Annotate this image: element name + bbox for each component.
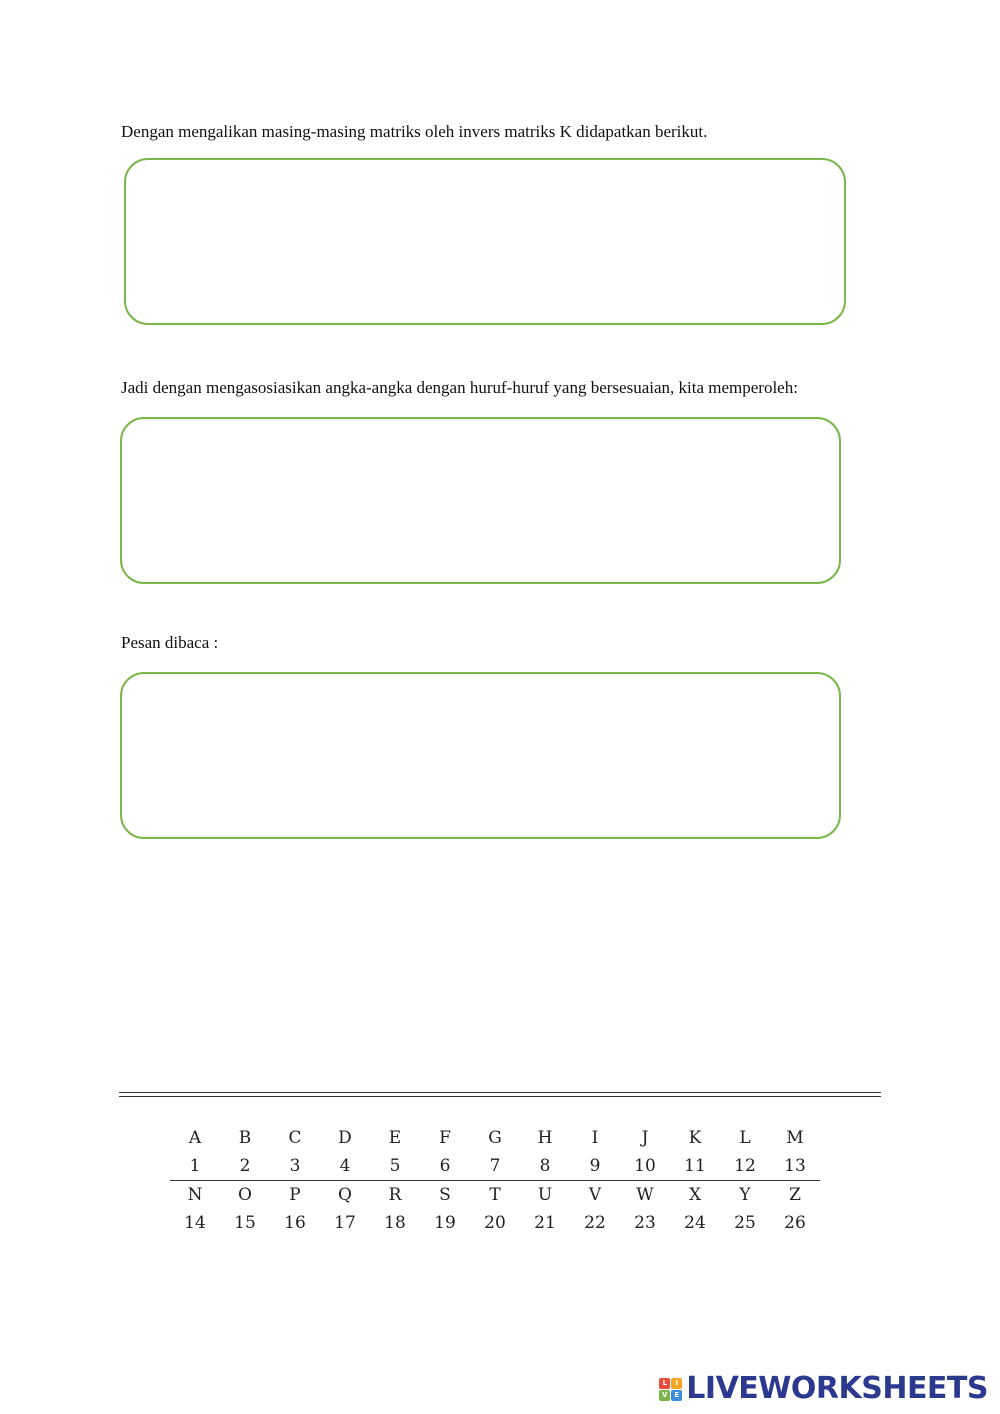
cipher-letter: X bbox=[670, 1181, 720, 1210]
cipher-number: 4 bbox=[339, 1156, 351, 1176]
cipher-letter: G bbox=[488, 1128, 502, 1148]
letter-number-cipher-table bbox=[170, 1124, 820, 1237]
cipher-letter: Z bbox=[770, 1181, 820, 1210]
cipher-number: 13 bbox=[784, 1156, 806, 1176]
cipher-letter: B bbox=[238, 1128, 252, 1148]
cipher-letter: U bbox=[520, 1181, 570, 1210]
cipher-number: 7 bbox=[489, 1156, 501, 1176]
cipher-number: 24 bbox=[684, 1213, 706, 1233]
instruction-multiply-inverse: Dengan mengalikan masing-masing matriks oleh invers matriks K didapatkan berikut. bbox=[121, 122, 708, 141]
cipher-letter: R bbox=[370, 1181, 420, 1210]
liveworksheets-logo-icon bbox=[659, 1378, 682, 1401]
cipher-number: 8 bbox=[539, 1156, 551, 1176]
cipher-number: 10 bbox=[634, 1156, 656, 1176]
answer-box-matrix-result[interactable] bbox=[124, 158, 846, 325]
answer-box-message[interactable] bbox=[120, 672, 841, 839]
cipher-letter: Q bbox=[320, 1181, 370, 1210]
cipher-number: 23 bbox=[634, 1213, 656, 1233]
cipher-row-letters-n-z bbox=[170, 1181, 820, 1210]
cipher-letter: A bbox=[188, 1128, 202, 1148]
cipher-letter: I bbox=[591, 1128, 599, 1148]
cipher-letter: C bbox=[288, 1128, 302, 1148]
logo-mark-tile: L bbox=[659, 1378, 670, 1389]
cipher-letter: O bbox=[220, 1181, 270, 1210]
cipher-number: 26 bbox=[784, 1213, 806, 1233]
cipher-letter: J bbox=[641, 1128, 649, 1148]
logo-mark-tile: E bbox=[671, 1390, 682, 1401]
liveworksheets-logo-text: LIVEWORKSHEETS bbox=[686, 1371, 988, 1406]
cipher-number: 18 bbox=[384, 1213, 406, 1233]
cipher-letter: S bbox=[420, 1181, 470, 1210]
cipher-letter: L bbox=[739, 1128, 751, 1148]
answer-input-matrix-result[interactable] bbox=[126, 160, 844, 323]
cipher-number: 16 bbox=[284, 1213, 306, 1233]
cipher-letter: V bbox=[570, 1181, 620, 1210]
divider-line-top bbox=[119, 1092, 881, 1093]
logo-mark-tile: I bbox=[671, 1378, 682, 1389]
cipher-number: 3 bbox=[289, 1156, 301, 1176]
answer-box-letters[interactable] bbox=[120, 417, 841, 584]
cipher-number: 22 bbox=[584, 1213, 606, 1233]
logo-mark-tile: V bbox=[659, 1390, 670, 1401]
cipher-letter: F bbox=[439, 1128, 451, 1148]
cipher-number: 11 bbox=[684, 1156, 706, 1176]
cipher-letter: H bbox=[537, 1128, 553, 1148]
cipher-number: 6 bbox=[439, 1156, 451, 1176]
cipher-number: 5 bbox=[389, 1156, 401, 1176]
cipher-letter: D bbox=[338, 1128, 352, 1148]
cipher-letter: P bbox=[270, 1181, 320, 1210]
instruction-associate-letters: Jadi dengan mengasosiasikan angka-angka dengan huruf-huruf yang bersesuaian, kita memperoleh: bbox=[121, 378, 798, 397]
instruction-message-read: Pesan dibaca : bbox=[121, 633, 219, 652]
liveworksheets-logo bbox=[659, 1372, 988, 1406]
cipher-number: 17 bbox=[334, 1213, 356, 1233]
cipher-number: 2 bbox=[239, 1156, 251, 1176]
cipher-row-numbers-1-13 bbox=[170, 1152, 820, 1181]
cipher-letter: W bbox=[620, 1181, 670, 1210]
answer-input-letters[interactable] bbox=[122, 419, 839, 582]
cipher-number: 15 bbox=[234, 1213, 256, 1233]
cipher-row-letters-a-m bbox=[170, 1124, 820, 1152]
cipher-letter: M bbox=[786, 1128, 804, 1148]
cipher-row-numbers-14-26 bbox=[170, 1209, 820, 1237]
cipher-number: 14 bbox=[184, 1213, 206, 1233]
answer-input-message[interactable] bbox=[122, 674, 839, 837]
cipher-number: 20 bbox=[484, 1213, 506, 1233]
cipher-number: 19 bbox=[434, 1213, 456, 1233]
cipher-number: 25 bbox=[734, 1213, 756, 1233]
divider-line-bottom bbox=[119, 1096, 881, 1097]
cipher-letter: N bbox=[170, 1181, 220, 1210]
cipher-number: 9 bbox=[589, 1156, 601, 1176]
cipher-letter: K bbox=[688, 1128, 702, 1148]
cipher-number: 21 bbox=[534, 1213, 556, 1233]
cipher-letter: Y bbox=[720, 1181, 770, 1210]
cipher-number: 12 bbox=[734, 1156, 756, 1176]
cipher-letter: T bbox=[470, 1181, 520, 1210]
cipher-number: 1 bbox=[189, 1156, 201, 1176]
cipher-letter: E bbox=[388, 1128, 402, 1148]
